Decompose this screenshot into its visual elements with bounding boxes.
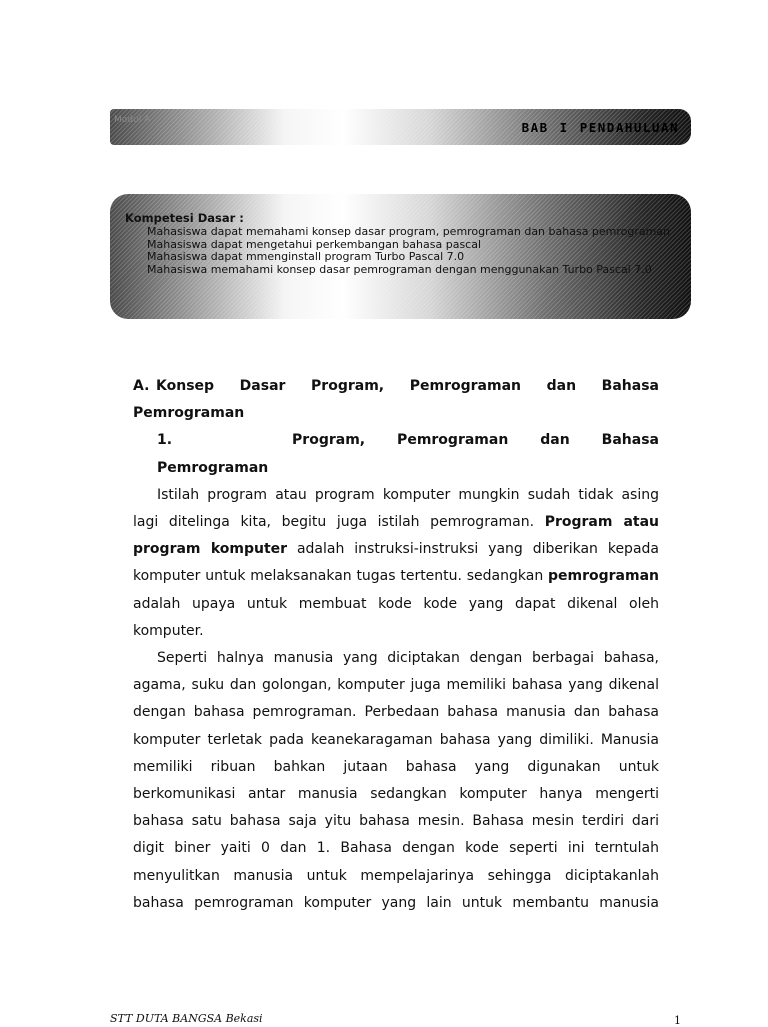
paragraph-1-text-a: Istilah program atau program komputer mungkin sudah tidak asing lagi ditelinga kita, begitu juga istilah pemrograman.	[133, 486, 659, 531]
chapter-header-bar	[110, 109, 691, 145]
subsection-title: Program, Pemrograman dan Bahasa Pemrograman	[157, 432, 659, 476]
paragraph-1-bold-b: pemrograman	[547, 568, 659, 585]
subsection-number: 1.	[157, 432, 173, 449]
competency-box	[110, 194, 691, 319]
subsection-heading	[157, 427, 659, 481]
paragraph-1	[133, 482, 659, 645]
footer-institution: STT DUTA BANGSA Bekasi	[110, 1012, 263, 1025]
competency-item: Mahasiswa dapat memahami konsep dasar program, pemrograman dan bahasa pemrograman	[147, 225, 671, 238]
chapter-title: BAB I PENDAHULUAN	[521, 120, 679, 135]
page-number: 1	[674, 1014, 681, 1027]
section-title: Konsep Dasar Program, Pemrograman dan Bahasa Pemrograman	[133, 378, 659, 422]
section-number: A.	[133, 378, 150, 394]
main-content	[133, 373, 659, 917]
paragraph-1-bold-a: Program atau program komputer	[133, 514, 660, 558]
competency-list	[147, 226, 675, 276]
chapter-label: Modul A	[114, 115, 151, 125]
paragraph-2: Seperti halnya manusia yang diciptakan dengan berbagai bahasa, agama, suku dan golongan, komputer juga memiliki bahasa yang dikenal dengan bahasa pemrograman. Perbedaan bahasa manusia dan bahasa komputer terletak pada keanekaragaman bahasa yang dimiliki. Manusia memiliki ribuan bahkan jutaan bahasa yang digunakan untuk berkomunikasi antar manusia sedangkan komputer hanya mengerti bahasa satu bahasa saja yitu bahasa mesin. Bahasa mesin terdiri dari digit biner yaiti 0 dan 1. Bahasa dengan kode seperti ini terntulah menyulitkan manusia untuk mempelajarinya sehingga diciptakanlah bahasa pemrograman komputer yang lain untuk membantu manusia	[133, 650, 659, 911]
paragraph-1-text-b: adalah instruksi-instruksi yang diberikan kepada komputer untuk melaksanakan tugas tertentu. sedangkan	[133, 541, 659, 585]
competency-item: Mahasiswa dapat mengetahui perkembangan bahasa pascal	[147, 237, 482, 251]
competency-title: Kompetesi Dasar :	[125, 211, 244, 225]
paragraph-1-text-c: adalah upaya untuk membuat kode kode yang dapat dikenal oleh komputer.	[133, 595, 659, 639]
competency-item: Mahasiswa dapat mmenginstall program Turbo Pascal 7.0	[147, 250, 465, 264]
section-heading	[133, 373, 659, 427]
competency-item: Mahasiswa memahami konsep dasar pemrograman dengan menggunakan Turbo Pascal 7.0	[147, 262, 652, 276]
